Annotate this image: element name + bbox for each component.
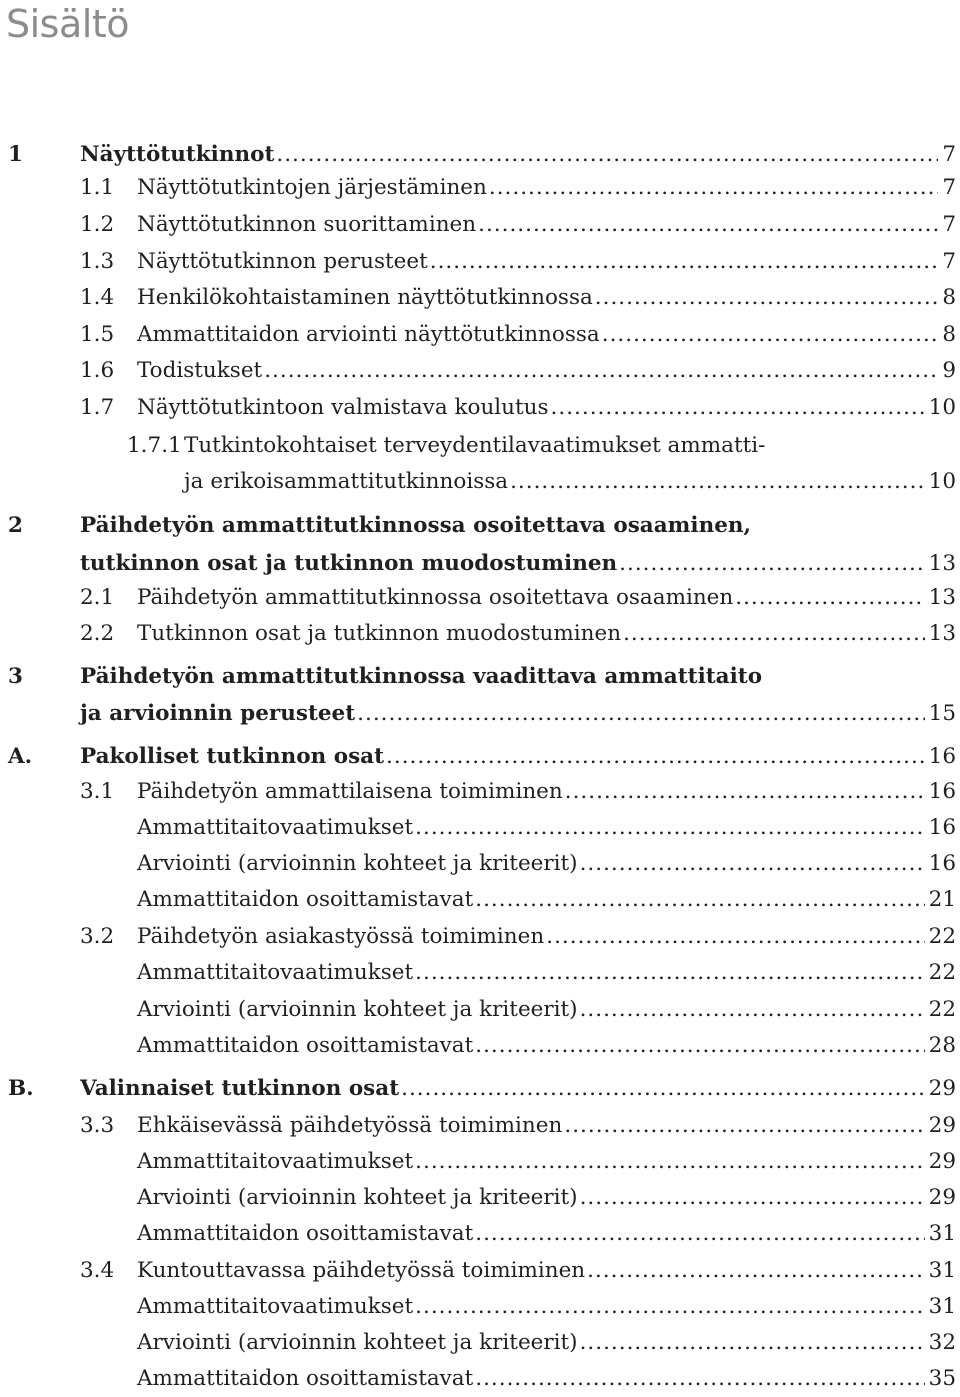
toc-entry-number: 3.4 bbox=[80, 1258, 115, 1283]
toc-entry-number: 1 bbox=[8, 142, 23, 167]
toc-entry-page-number: 29 bbox=[928, 1185, 956, 1210]
toc-entry[interactable] bbox=[0, 1108, 960, 1144]
toc-entry-page-number: 10 bbox=[928, 469, 956, 494]
dot-leader bbox=[430, 244, 939, 280]
toc-entry-number: 1.4 bbox=[80, 285, 115, 310]
toc-entry-number: 2.1 bbox=[80, 585, 115, 610]
toc-entry-page-number: 31 bbox=[928, 1221, 956, 1246]
toc-entry-number: 1.7.1 bbox=[127, 433, 182, 458]
toc-entry[interactable] bbox=[0, 919, 960, 955]
toc-entry[interactable] bbox=[0, 353, 960, 389]
toc-entry-label: Ammattitaidon osoittamistavat bbox=[137, 1366, 474, 1391]
dot-leader bbox=[595, 280, 939, 316]
toc-entry-page-number: 7 bbox=[942, 249, 956, 274]
toc-entry-page-number: 28 bbox=[928, 1033, 956, 1058]
toc-entry-label: Kuntouttavassa päihdetyössä toimiminen bbox=[137, 1258, 586, 1283]
toc-entry[interactable] bbox=[0, 464, 960, 500]
toc-entry-page-number: 22 bbox=[928, 997, 956, 1022]
toc-entry-label: Näyttötutkinnot bbox=[80, 142, 275, 167]
toc-entry[interactable] bbox=[0, 244, 960, 280]
toc-entry[interactable] bbox=[0, 1071, 960, 1107]
toc-entry-page-number: 32 bbox=[928, 1330, 956, 1355]
toc-entry-label: ja erikoisammattitutkinnoissa bbox=[184, 469, 509, 494]
dot-leader bbox=[415, 1144, 924, 1180]
toc-entry-page-number: 13 bbox=[928, 621, 956, 646]
dot-leader bbox=[546, 919, 924, 955]
toc-entry[interactable] bbox=[0, 1216, 960, 1252]
toc-entry-label: Pakolliset tutkinnon osat bbox=[80, 744, 385, 769]
toc-entry[interactable] bbox=[0, 280, 960, 316]
dot-leader bbox=[415, 955, 924, 991]
toc-entry-label: Ammattitaitovaatimukset bbox=[137, 1149, 414, 1174]
toc-entry-label: Arviointi (arvioinnin kohteet ja kriteerit) bbox=[137, 851, 578, 876]
toc-entry-label: Tutkinnon osat ja tutkinnon muodostuminen bbox=[137, 621, 622, 646]
toc-entry-label: Ehkäisevässä päihdetyössä toimiminen bbox=[137, 1113, 563, 1138]
toc-entry-page-number: 16 bbox=[928, 779, 956, 804]
toc-entry-page-number: 8 bbox=[942, 322, 956, 347]
toc-entry-label: Arviointi (arvioinnin kohteet ja kriteerit) bbox=[137, 1185, 578, 1210]
toc-entry[interactable] bbox=[0, 1028, 960, 1064]
toc-entry[interactable] bbox=[0, 659, 960, 695]
dot-leader bbox=[510, 464, 925, 500]
toc-entry[interactable] bbox=[0, 1325, 960, 1361]
toc-entry[interactable] bbox=[0, 546, 960, 582]
toc-entry-label: Näyttötutkintojen järjestäminen bbox=[137, 175, 487, 200]
toc-entry-label: Näyttötutkintoon valmistava koulutus bbox=[137, 395, 549, 420]
dot-leader bbox=[276, 137, 938, 173]
dot-leader bbox=[478, 207, 938, 243]
toc-entry[interactable] bbox=[0, 1180, 960, 1216]
toc-entry-label: Ammattitaidon osoittamistavat bbox=[137, 887, 474, 912]
toc-entry[interactable] bbox=[0, 1253, 960, 1289]
toc-entry-number: B. bbox=[8, 1076, 34, 1101]
toc-entry-label: Tutkintokohtaiset terveydentilavaatimukset ammatti- bbox=[184, 433, 766, 458]
toc-entry-label: Valinnaiset tutkinnon osat bbox=[80, 1076, 400, 1101]
toc-entry-page-number: 21 bbox=[928, 887, 956, 912]
toc-entry-label: Näyttötutkinnon perusteet bbox=[137, 249, 428, 274]
toc-entry[interactable] bbox=[0, 882, 960, 918]
toc-entry-number: 3.3 bbox=[80, 1113, 115, 1138]
dot-leader bbox=[580, 992, 925, 1028]
dot-leader bbox=[475, 882, 924, 918]
toc-entry[interactable] bbox=[0, 390, 960, 426]
toc-entry-page-number: 10 bbox=[928, 395, 956, 420]
dot-leader bbox=[551, 390, 925, 426]
toc-entry-page-number: 35 bbox=[928, 1366, 956, 1391]
toc-entry-label: Henkilökohtaistaminen näyttötutkinnossa bbox=[137, 285, 593, 310]
toc-entry-number: 1.2 bbox=[80, 212, 115, 237]
dot-leader bbox=[475, 1028, 924, 1064]
dot-leader bbox=[357, 696, 924, 732]
toc-entry-page-number: 16 bbox=[928, 851, 956, 876]
toc-entry-page-number: 16 bbox=[928, 815, 956, 840]
toc-entry-page-number: 31 bbox=[928, 1294, 956, 1319]
toc-entry-label: Arviointi (arvioinnin kohteet ja kriteerit) bbox=[137, 997, 578, 1022]
toc-entry-label: Päihdetyön ammattitutkinnossa osoitettava osaaminen, bbox=[80, 513, 752, 538]
dot-leader bbox=[564, 1108, 924, 1144]
toc-entry-label: Ammattitaitovaatimukset bbox=[137, 815, 414, 840]
toc-entry-page-number: 15 bbox=[928, 701, 956, 726]
toc-entry-number: 1.1 bbox=[80, 175, 115, 200]
toc-entry[interactable] bbox=[0, 774, 960, 810]
toc-entry-page-number: 13 bbox=[928, 585, 956, 610]
dot-leader bbox=[580, 1325, 925, 1361]
toc-entry-page-number: 29 bbox=[928, 1149, 956, 1174]
toc-entry-page-number: 7 bbox=[942, 142, 956, 167]
dot-leader bbox=[489, 170, 938, 206]
toc-entry[interactable] bbox=[0, 1144, 960, 1180]
toc-entry-page-number: 29 bbox=[928, 1076, 956, 1101]
toc-entry-label: Päihdetyön ammattitutkinnossa vaadittava ammattitaito bbox=[80, 664, 763, 689]
toc-entry[interactable] bbox=[0, 739, 960, 775]
toc-entry-page-number: 9 bbox=[942, 358, 956, 383]
toc-entry-label: Päihdetyön ammattitutkinnossa osoitettava osaaminen bbox=[137, 585, 734, 610]
dot-leader bbox=[619, 546, 924, 582]
toc-entry-label: tutkinnon osat ja tutkinnon muodostuminen bbox=[80, 551, 618, 576]
toc-entry-number: 1.6 bbox=[80, 358, 115, 383]
toc-entry[interactable] bbox=[0, 428, 960, 464]
toc-entry-number: 2.2 bbox=[80, 621, 115, 646]
toc-entry-number: 3.1 bbox=[80, 779, 115, 804]
toc-entry[interactable] bbox=[0, 810, 960, 846]
toc-entry-label: Ammattitaitovaatimukset bbox=[137, 1294, 414, 1319]
toc-entry-number: 1.5 bbox=[80, 322, 115, 347]
toc-entry-number: 2 bbox=[8, 513, 23, 538]
toc-entry-page-number: 22 bbox=[928, 924, 956, 949]
toc-entry[interactable] bbox=[0, 616, 960, 652]
toc-entry-page-number: 31 bbox=[928, 1258, 956, 1283]
dot-leader bbox=[587, 1253, 925, 1289]
toc-entry-label: Todistukset bbox=[137, 358, 263, 383]
toc-entry-page-number: 16 bbox=[928, 744, 956, 769]
dot-leader bbox=[475, 1361, 924, 1397]
toc-entry[interactable] bbox=[0, 846, 960, 882]
dot-leader bbox=[580, 1180, 925, 1216]
toc-entry-label: Ammattitaidon arviointi näyttötutkinnossa bbox=[137, 322, 600, 347]
dot-leader bbox=[475, 1216, 924, 1252]
toc-entry-page-number: 8 bbox=[942, 285, 956, 310]
toc-entry-label: Arviointi (arvioinnin kohteet ja kriteerit) bbox=[137, 1330, 578, 1355]
dot-leader bbox=[565, 774, 925, 810]
dot-leader bbox=[623, 616, 925, 652]
toc-entry[interactable] bbox=[0, 992, 960, 1028]
toc-entry-label: Ammattitaidon osoittamistavat bbox=[137, 1221, 474, 1246]
toc-entry-page-number: 29 bbox=[928, 1113, 956, 1138]
toc-entry-label: Ammattitaitovaatimukset bbox=[137, 960, 414, 985]
toc-entry[interactable] bbox=[0, 170, 960, 206]
toc-entry[interactable] bbox=[0, 317, 960, 353]
dot-leader bbox=[735, 580, 924, 616]
dot-leader bbox=[415, 810, 924, 846]
toc-entry[interactable] bbox=[0, 955, 960, 991]
toc-entry-number: 3 bbox=[8, 664, 23, 689]
toc-entry[interactable] bbox=[0, 1289, 960, 1325]
toc-entry-label: Näyttötutkinnon suorittaminen bbox=[137, 212, 477, 237]
toc-entry[interactable] bbox=[0, 1361, 960, 1397]
toc-entry-label: ja arvioinnin perusteet bbox=[80, 701, 356, 726]
dot-leader bbox=[386, 739, 925, 775]
toc-entry-page-number: 13 bbox=[928, 551, 956, 576]
toc-entry-label: Päihdetyön ammattilaisena toimiminen bbox=[137, 779, 563, 804]
dot-leader bbox=[264, 353, 938, 389]
toc-entry-number: 1.7 bbox=[80, 395, 115, 420]
toc-entry[interactable] bbox=[0, 580, 960, 616]
toc-entry[interactable] bbox=[0, 696, 960, 732]
dot-leader bbox=[580, 846, 925, 882]
toc-entry[interactable] bbox=[0, 207, 960, 243]
toc-entry-page-number: 7 bbox=[942, 212, 956, 237]
dot-leader bbox=[602, 317, 939, 353]
dot-leader bbox=[415, 1289, 924, 1325]
toc-entry-label: Päihdetyön asiakastyössä toimiminen bbox=[137, 924, 545, 949]
toc-entry-number: 3.2 bbox=[80, 924, 115, 949]
toc-entry-page-number: 7 bbox=[942, 175, 956, 200]
page-title: Sisältö bbox=[6, 2, 129, 46]
toc-entry-label: Ammattitaidon osoittamistavat bbox=[137, 1033, 474, 1058]
dot-leader bbox=[401, 1071, 925, 1107]
toc-entry[interactable] bbox=[0, 137, 960, 173]
toc-entry-number: 1.3 bbox=[80, 249, 115, 274]
toc-entry-page-number: 22 bbox=[928, 960, 956, 985]
toc-entry-number: A. bbox=[8, 744, 33, 769]
toc-entry[interactable] bbox=[0, 508, 960, 544]
